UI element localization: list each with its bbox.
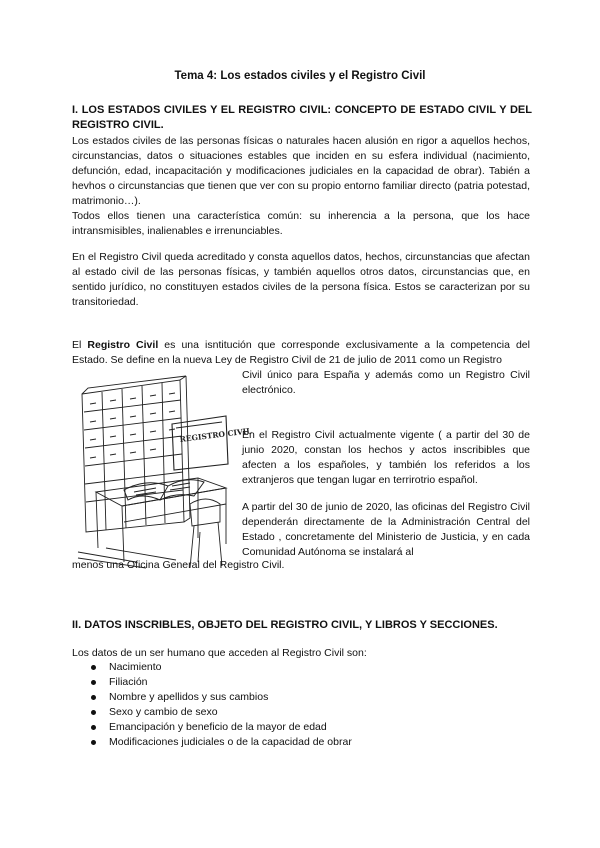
list-item: Filiación — [72, 675, 352, 690]
paragraph-registro-civil-definicion — [72, 338, 530, 368]
paragraph-text: El — [72, 339, 88, 351]
list-item: Nacimiento — [72, 660, 352, 675]
section-2-intro: Los datos de un ser humano que acceden al Registro Civil son: — [72, 647, 367, 659]
paragraph-estados-civiles: Los estados civiles de las personas físicas o naturales hacen alusión en rigor a aquellos hechos, circunstancias, datos o situaciones estables que inciden en su esfera individual (nacimiento, defunción, edad, incapacitación y modificaciones judiciales en la capacidad de obrar). Tabién a hevhos o circunstancias que tienen que ver con su propio entorno familiar directo (patria potestad, matrimonio…). — [72, 135, 530, 207]
sign-text: REGISTRO CIVIL — [179, 426, 253, 444]
registro-civil-bold: Registro Civil — [87, 339, 159, 351]
section-1-heading: I. LOS ESTADOS CIVILES Y EL REGISTRO CIVIL: CONCEPTO DE ESTADO CIVIL Y DEL REGISTRO CIVIL. — [72, 104, 532, 131]
list-item: Modificaciones judiciales o de la capacidad de obrar — [72, 735, 352, 750]
list-item: Sexo y cambio de sexo — [72, 705, 352, 720]
list-item: Nombre y apellidos y sus cambios — [72, 690, 352, 705]
paragraph-registro-electronico: Civil único para España y además como un Registro Civil electrónico. — [242, 369, 530, 396]
document-title: Tema 4: Los estados civiles y el Registro Civil — [174, 70, 426, 82]
registro-civil-illustration — [76, 372, 253, 572]
paragraph-oficinas: A partir del 30 de junio de 2020, las oficinas del Registro Civil dependerán directamente de la Administración Central del Estado , concretamente del Ministerio de Justicia, y en cada Comunidad Autónoma se instalará al — [242, 501, 530, 558]
datos-inscribibles-list — [72, 660, 352, 750]
list-item: Emancipación y beneficio de la mayor de edad — [72, 720, 352, 735]
paragraph-registro-acreditado: En el Registro Civil queda acreditado y consta aquellos datos, hechos, circunstancias que afectan al estado civil de las personas físicas, y también aquellos otros datos, circunstancias que, en sentido jurídico, no constituyen estados civiles de la persona física. Estos se caracterizan por su transitoriedad. — [72, 251, 530, 308]
paragraph-text: es una isntitución que corresponde exclusivamente a la competencia del Estado. Se define en la nueva Ley de Registro Civil de 21 de julio de 2011 como un Registro — [72, 339, 530, 366]
paragraph-registro-vigente: En el Registro Civil actualmente vigente ( a partir del 30 de junio 2020, constan los hechos y actos inscribibles que afecten a los españoles, y también los referidos a los extranjeros que tengan lugar en terrirotrio español. — [242, 429, 530, 486]
section-2-heading: II. DATOS INSCRIBLES, OBJETO DEL REGISTRO CIVIL, Y LIBROS Y SECCIONES. — [72, 619, 498, 631]
section-1-body — [72, 134, 530, 239]
paragraph-oficinas-continued: menos una Oficina General del Registro Civil. — [72, 559, 285, 571]
paragraph-inherencia: Todos ellos tienen una característica común: su inherencia a la persona, que los hace intransmisibles, inalienables e irrenunciables. — [72, 210, 530, 237]
